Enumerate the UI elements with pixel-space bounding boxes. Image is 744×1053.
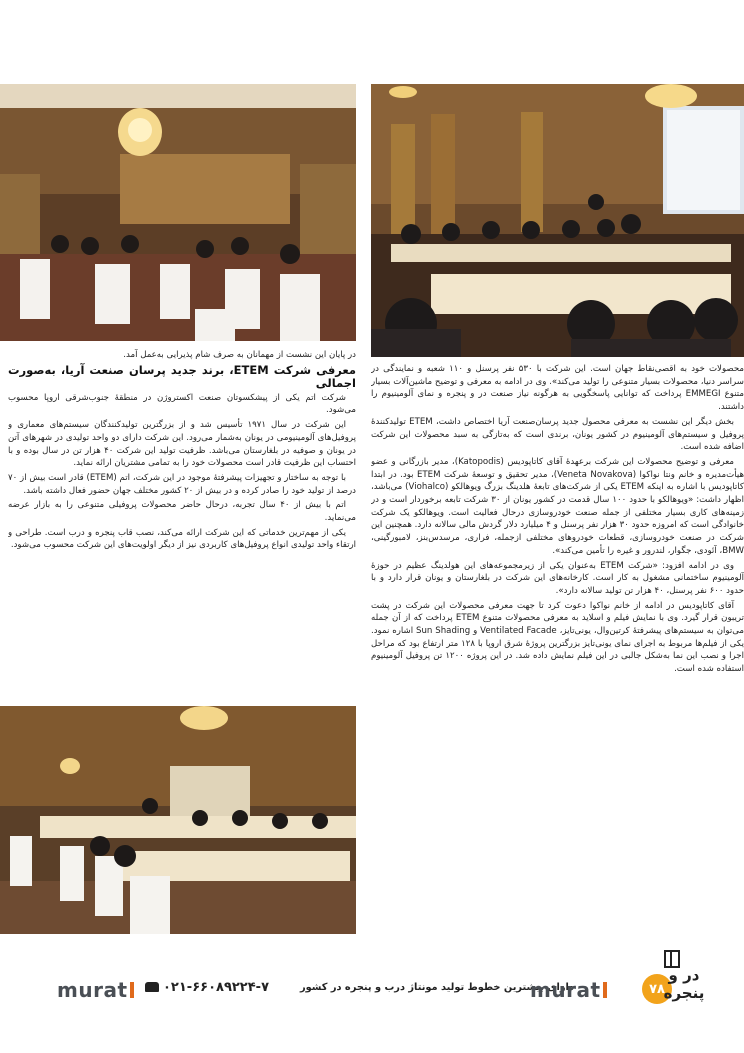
paragraph: اتم با بیش از ۴۰ سال تجربه، درحال حاضر محصولات پروفیلی متنوعی را به بازار عرضه می‌نماید. [8,500,356,524]
paragraph: بخش دیگر این نشست به معرفی محصول جدید پرسان‌صنعت آریا اختصاص داشت، ETEM تولیدکنندهٔ پروفیل و سیستم‌های آلومینیوم در کشور یونان، برندی است که به‌تازگی به سبد محصولات این شرکت اضافه شده است. [371,416,744,453]
paragraph: در پایان این نشست از مهمانان به صرف شام پذیرایی به‌عمل آمد. [123,350,356,360]
paragraph: شرکت اتم یکی از پیشکسوتان صنعت اکستروژن در منطقهٔ جنوب‌شرقی اروپا محسوب می‌شود. [8,392,356,416]
section-heading: معرفی شرکت ETEM، برند جدید پرسان صنعت آریا، به‌صورت اجمالی [8,362,356,390]
phone-text: ۰۲۱-۶۶۰۸۹۲۲۴-۷ [163,980,270,995]
article-column-right [371,363,744,933]
paragraph: معرفی و توضیح محصولات این شرکت برعهدهٔ آقای کاتاپودیس (Katopodis)، مدیر بازرگانی و عضو هیأت‌مدیره و خانم ونتا نواکوا (Veneta Novakova)، مدیر تحقیق و توسعهٔ شرکت ETEM بود. در ابتدا کاتاپودیس با اشاره به اینکه ETEM یکی از شرکت‌های تابعهٔ هلدینگ بزرگ ویوهالکو (Viohalco) می‌باشد، اظهار داشت: «ویوهالکو با حدود ۱۰۰ سال قدمت در کشور یونان از ۳۰ شرکت تابعه برخوردار است و در زمینه‌های کاری بسیار مختلفی از جمله صنعت خودروسازی درحال فعالیت است. ویوهالکو یک شرکت خانوادگی است که امروزه حدود ۳۰ هزار نفر پرسنل و ۴ میلیارد دلار گردش مالی سالانه دارد. همچنین این شرکت در صنعت خودروسازی، قطعات خودروهای مختلفی ازجمله، فراری، مرسدس‌بنز، لامبورگینی، BMW، آئودی، جگوار، لندرور و غیره را تأمین می‌کند». [371,456,744,556]
murat-logo [57,978,134,1002]
page-footer [0,948,744,1008]
murat-logo [530,978,607,1002]
paragraph: با توجه به ساختار و تجهیزات پیشرفتهٔ موجود در این شرکت، اتم (ETEM) قادر است بیش از ۷۰ درصد از تولید خود را صادر کرده و در بیش از ۲۰ کشور مختلف جهان حضور فعال داشته باشد. [8,472,356,496]
photo-icon [0,84,356,341]
logo-text: murat [530,978,601,1002]
ad-tagline: دارای بیشترین خطوط تولید مونتاژ درب و پنجره در کشور [300,982,574,993]
photo-banquet-hall [0,84,356,341]
article-column-left [8,349,356,694]
phone-number [145,980,269,995]
phone-icon [145,982,159,992]
paragraph: یکی از مهم‌ترین خدماتی که این شرکت ارائه می‌کند، نصب قاب پنجره و درب است. طراحی و ارتقاء واحد تولیدی انواع پروفیل‌های کاربردی نیز از دیگر اولویت‌های این شرکت محسوب می‌شود. [8,527,356,551]
paragraph: آقای کاتاپودیس در ادامه از خانم نواکوا دعوت کرد تا جهت معرفی محصولات این شرکت در پشت تریبون قرار گیرد. وی با نمایش فیلم و اسلاید به معرفی محصولات متنوع ETEM پرداخت که از آن جمله می‌توان به سیستم‌های پیشرفتهٔ کرتین‌وال، یونی‌تایز، Ventilated Facade و Sun Shading اشاره نمود. یکی از فیلم‌ها مربوط به اجرای نمای یونی‌تایز بزرگترین پروژهٔ شرق اروپا با ۱۲۸ متر ارتفاع بود که مراحل اجرا و نصب این نما به‌شکل جالبی در این فیلم نمایش داده شد. در این پروژه ۱۲۰۰ تن پروفیل آلومینیوم استفاده شده است. [371,600,744,675]
photo-icon [371,84,744,357]
paragraph: وی در ادامه افزود: «شرکت ETEM به‌عنوان یکی از زیرمجموعه‌های این هولدینگ عظیم در حوزهٔ آلومینیوم ساختمانی مشغول به کار است. کارخانه‌های این شرکت در بلغارستان و یونان قرار دارد و با حدود ۶۰۰ نفر پرسنل، ۴۰ هزار تن تولید سالانه دارد». [371,560,744,596]
page-number: ۷۸ [642,974,672,1004]
photo-conference-speakers [371,84,744,357]
logo-bar-icon [603,982,607,998]
magazine-name: در و پنجره [663,966,705,1002]
paragraph: محصولات خود به اقصی‌نقاط جهان است. این شرکت با ۵۳۰ نفر پرسنل و ۱۱۰ شعبه و نمایندگی در سراسر دنیا، محصولات بسیار متنوعی را تولید می‌کند». وی در ادامه به معرفی و توضیح ماشین‌آلات بسیار متنوع EMMEGI پرداخت که توانایی پاسخگویی به هرگونه نیاز صنعت در و پنجره و نمای آلومینیوم را داشتند. [371,364,744,413]
photo-seminar-audience [0,706,356,934]
logo-text: murat [57,978,128,1002]
paragraph: این شرکت در سال ۱۹۷۱ تأسیس شد و از بزرگترین تولیدکنندگان سیستم‌های معماری و پروفیل‌های آلومینیومی در یونان به‌شمار می‌رود. این شرکت دارای دو واحد تولیدی در شهرهای آتن در یونان و صوفیه در بلغارستان می‌باشد. ظرفیت تولید این شرکت ۴۰ هزار تن در سال بوده و با احتساب این ظرفیت قادر است محصولات خود را به تمامی مشتریان ارائه نماید. [8,420,356,469]
logo-bar-icon [130,982,134,998]
photo-icon [0,706,356,934]
magazine-brand [660,962,720,1006]
